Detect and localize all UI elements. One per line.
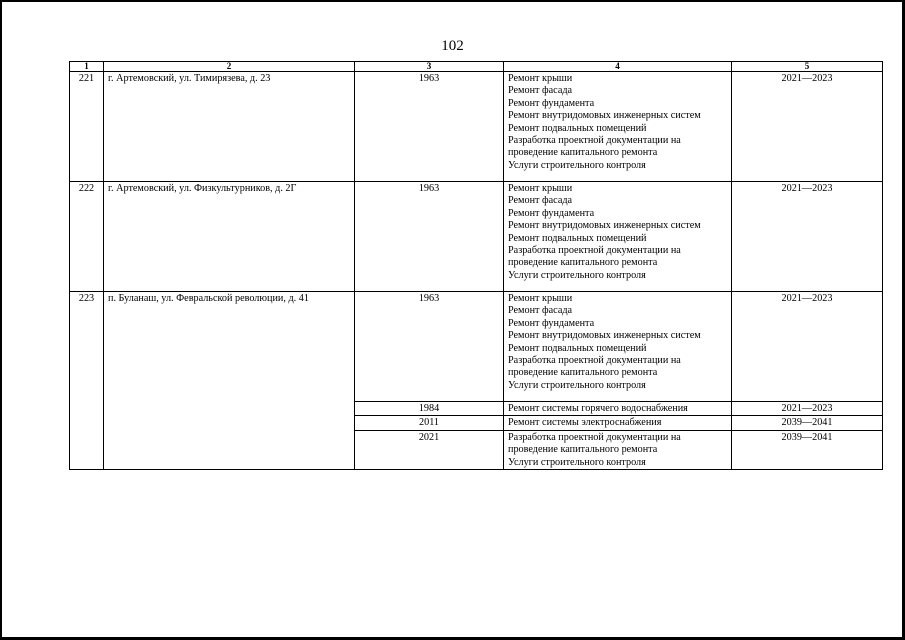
- row-works: [504, 292, 732, 402]
- table-row: [70, 292, 883, 402]
- row-address: п. Буланаш, ул. Февральской революции, д. 41: [104, 292, 355, 470]
- work-item: проведение капитального ремонта: [508, 147, 658, 159]
- work-item: проведение капитального ремонта: [508, 444, 658, 456]
- work-item: Ремонт фундамента: [508, 317, 595, 329]
- header-col-2: 2: [104, 62, 355, 72]
- row-number: 223: [70, 292, 104, 470]
- work-item: Ремонт фасада: [508, 195, 573, 207]
- row-works: [504, 430, 732, 469]
- work-item: Ремонт фундамента: [508, 97, 595, 109]
- work-item: Ремонт внутридомовых инженерных систем: [508, 110, 701, 122]
- work-item: Разработка проектной документации на: [508, 431, 681, 443]
- row-year: 2021: [355, 430, 504, 469]
- header-col-1: 1: [70, 62, 104, 72]
- work-item: Ремонт внутридомовых инженерных систем: [508, 220, 701, 232]
- row-period: 2039—2041: [732, 430, 883, 469]
- row-number: 221: [70, 72, 104, 182]
- work-item: проведение капитального ремонта: [508, 257, 658, 269]
- row-period: 2021—2023: [732, 72, 883, 182]
- work-item: Ремонт фундамента: [508, 207, 595, 219]
- row-period: 2021—2023: [732, 182, 883, 292]
- work-item: Ремонт системы горячего водоснабжения: [508, 403, 688, 414]
- work-item: проведение капитального ремонта: [508, 367, 658, 379]
- row-works: [504, 402, 732, 416]
- work-item: Ремонт крыши: [508, 183, 573, 194]
- work-item: Услуги строительного контроля: [508, 456, 646, 468]
- header-col-3: 3: [355, 62, 504, 72]
- work-item: Ремонт крыши: [508, 293, 573, 304]
- row-works: [504, 182, 732, 292]
- table-row: [70, 182, 883, 292]
- work-item: Разработка проектной документации на: [508, 245, 681, 257]
- header-row: [70, 62, 883, 72]
- row-address: г. Артемовский, ул. Физкультурников, д. 2Г: [104, 182, 355, 292]
- work-item: Разработка проектной документации на: [508, 355, 681, 367]
- work-item: Разработка проектной документации на: [508, 135, 681, 147]
- row-works: [504, 416, 732, 430]
- scan-border-top: [0, 0, 905, 2]
- work-item: Ремонт фасада: [508, 305, 573, 317]
- row-year: 1963: [355, 292, 504, 402]
- work-item: Ремонт подвальных помещений: [508, 122, 647, 134]
- repair-schedule-table: [69, 61, 883, 470]
- table-row: [70, 72, 883, 182]
- row-number: 222: [70, 182, 104, 292]
- work-item: Ремонт крыши: [508, 73, 573, 84]
- work-item: Ремонт подвальных помещений: [508, 232, 647, 244]
- row-period: 2021—2023: [732, 292, 883, 402]
- row-year: 1984: [355, 402, 504, 416]
- work-item: Ремонт подвальных помещений: [508, 342, 647, 354]
- page-number: 102: [441, 38, 464, 54]
- header-col-5: 5: [732, 62, 883, 72]
- work-item: Услуги строительного контроля: [508, 159, 646, 171]
- row-year: 2011: [355, 416, 504, 430]
- row-period: 2039—2041: [732, 416, 883, 430]
- row-year: 1963: [355, 72, 504, 182]
- row-address: г. Артемовский, ул. Тимирязева, д. 23: [104, 72, 355, 182]
- scan-border-left: [0, 0, 2, 640]
- work-item: Ремонт фасада: [508, 85, 573, 97]
- work-item: Ремонт системы электроснабжения: [508, 417, 662, 429]
- row-period: 2021—2023: [732, 402, 883, 416]
- row-works: [504, 72, 732, 182]
- row-year: 1963: [355, 182, 504, 292]
- work-item: Услуги строительного контроля: [508, 379, 646, 391]
- work-item: Услуги строительного контроля: [508, 269, 646, 281]
- header-col-4: 4: [504, 62, 732, 72]
- work-item: Ремонт внутридомовых инженерных систем: [508, 330, 701, 342]
